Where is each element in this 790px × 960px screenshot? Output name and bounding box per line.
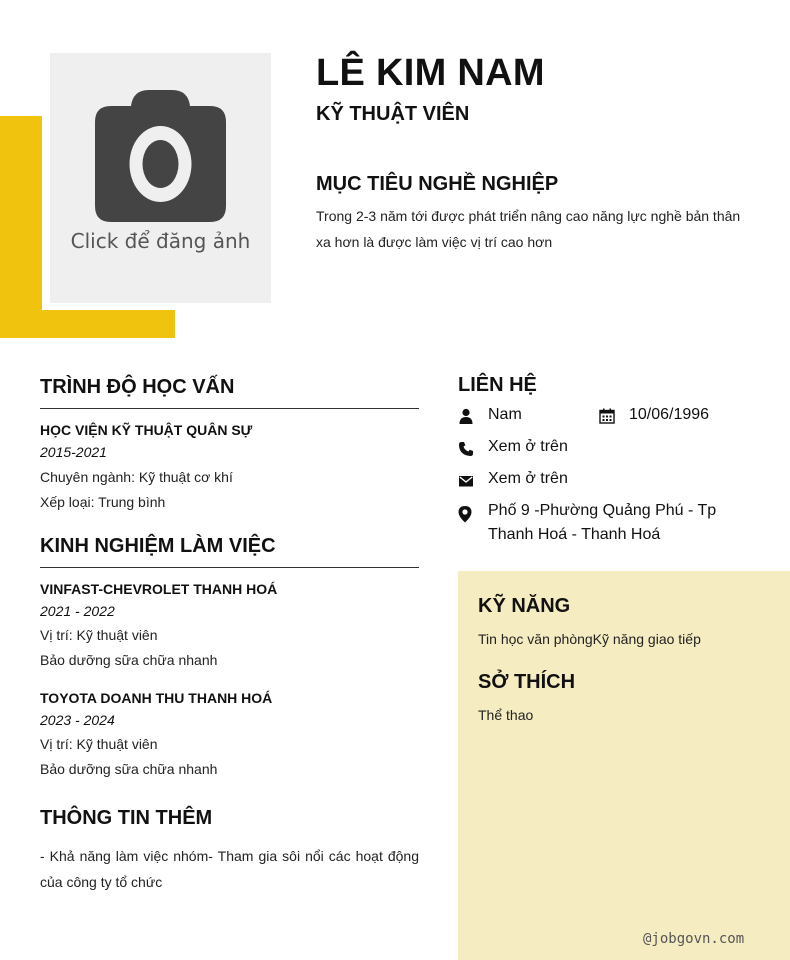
extra-info-heading: THÔNG TIN THÊM — [40, 807, 213, 829]
person-icon — [458, 408, 474, 424]
work-period: 2021 - 2022 — [40, 603, 115, 619]
contact-address: Phố 9 -Phường Quảng Phú - Tp Thanh Hoá - Thanh Hoá — [488, 502, 717, 543]
skills-hobbies-panel — [458, 571, 790, 960]
work-position: Vị trí: Kỹ thuật viên — [40, 627, 158, 643]
contact-gender: Nam — [488, 406, 522, 423]
experience-item — [40, 581, 419, 668]
camera-icon — [95, 90, 226, 222]
contact-heading: LIÊN HỆ — [458, 374, 537, 396]
education-major: Chuyên ngành: Kỹ thuật cơ khí — [40, 469, 233, 485]
company-name: TOYOTA DOANH THU THANH HOÁ — [40, 690, 273, 706]
candidate-name: LÊ KIM NAM — [316, 52, 545, 94]
education-section — [40, 376, 419, 510]
extra-info-section — [40, 807, 419, 895]
work-description: Bảo dưỡng sữa chữa nhanh — [40, 761, 218, 777]
photo-upload-placeholder[interactable] — [50, 53, 271, 303]
education-period: 2015-2021 — [40, 444, 107, 460]
calendar-icon — [599, 408, 615, 424]
skills-text: Tin học văn phòngKỹ năng giao tiếp — [478, 631, 701, 647]
school-name: HỌC VIỆN KỸ THUẬT QUÂN SỰ — [40, 422, 253, 438]
work-position: Vị trí: Kỹ thuật viên — [40, 736, 158, 752]
phone-icon — [458, 441, 474, 457]
experience-heading: KINH NGHIỆM LÀM VIỆC — [40, 535, 419, 568]
contact-phone: Xem ở trên — [488, 438, 568, 455]
experience-section — [40, 535, 419, 777]
accent-bar-horizontal — [0, 310, 175, 338]
extra-info-text: - Khả năng làm việc nhóm- Tham gia sôi nổi các hoạt động của công ty tổ chức — [40, 848, 419, 890]
watermark: @jobgovn.com — [643, 931, 745, 947]
education-heading: TRÌNH ĐỘ HỌC VẤN — [40, 376, 419, 409]
skills-heading: KỸ NĂNG — [478, 595, 571, 617]
mail-icon — [458, 473, 474, 489]
education-grade: Xếp loại: Trung bình — [40, 494, 166, 510]
job-title: KỸ THUẬT VIÊN — [316, 103, 470, 125]
work-description: Bảo dưỡng sữa chữa nhanh — [40, 652, 218, 668]
objective-text: Trong 2-3 năm tới được phát triển nâng cao năng lực nghề bản thân xa hơn là được làm việc vị trí cao hơn — [316, 208, 741, 250]
contact-birthday: 10/06/1996 — [629, 406, 710, 423]
work-period: 2023 - 2024 — [40, 712, 115, 728]
hobbies-text: Thể thao — [478, 707, 534, 723]
contact-email: Xem ở trên — [488, 470, 568, 487]
location-pin-icon — [457, 505, 473, 523]
objective-heading: MỤC TIÊU NGHỀ NGHIỆP — [316, 173, 559, 195]
company-name: VINFAST-CHEVROLET THANH HOÁ — [40, 581, 278, 597]
experience-item — [40, 690, 419, 777]
photo-upload-hint: Click để đăng ảnh — [70, 229, 251, 253]
accent-bar-vertical — [0, 116, 42, 338]
hobbies-heading: SỞ THÍCH — [478, 671, 576, 693]
